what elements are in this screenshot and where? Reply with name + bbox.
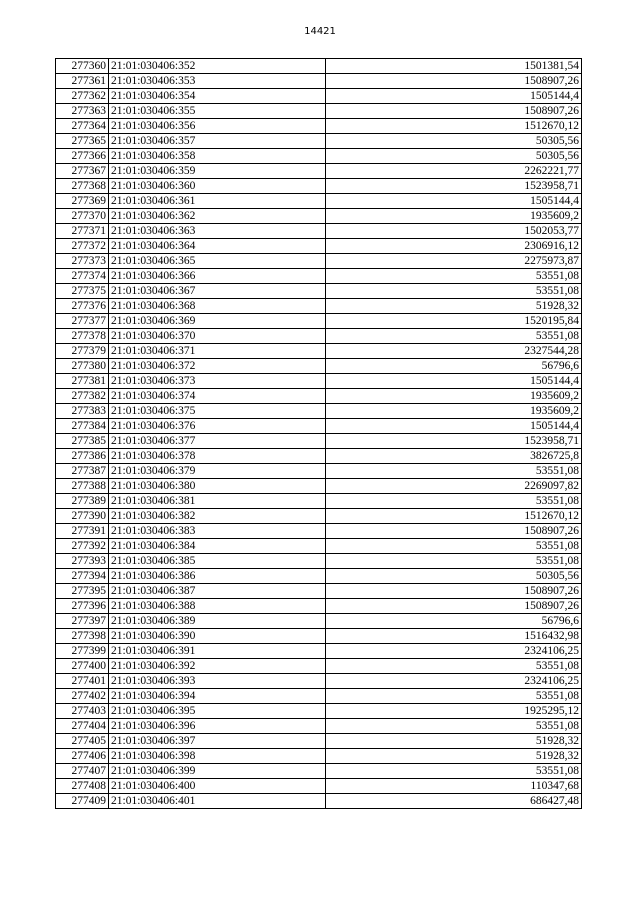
cadastral-number-cell: 21:01:030406:388 — [109, 599, 326, 614]
cadastral-number-cell: 21:01:030406:385 — [109, 554, 326, 569]
row-number-cell: 277372 — [56, 239, 109, 254]
cadastral-number-cell: 21:01:030406:381 — [109, 494, 326, 509]
cadastral-value-cell: 1508907,26 — [326, 584, 582, 599]
row-number-cell: 277382 — [56, 389, 109, 404]
row-number-cell: 277369 — [56, 194, 109, 209]
cadastral-value-cell: 1502053,77 — [326, 224, 582, 239]
table-row — [56, 764, 582, 779]
cadastral-value-cell: 53551,08 — [326, 329, 582, 344]
table-row — [56, 704, 582, 719]
cadastral-number-cell: 21:01:030406:382 — [109, 509, 326, 524]
cadastral-value-cell: 51928,32 — [326, 299, 582, 314]
cadastral-value-cell: 56796,6 — [326, 614, 582, 629]
cadastral-number-cell: 21:01:030406:376 — [109, 419, 326, 434]
cadastral-number-cell: 21:01:030406:394 — [109, 689, 326, 704]
cadastral-number-cell: 21:01:030406:359 — [109, 164, 326, 179]
table-row — [56, 269, 582, 284]
row-number-cell: 277393 — [56, 554, 109, 569]
cadastral-value-cell: 53551,08 — [326, 659, 582, 674]
cadastral-value-cell: 2262221,77 — [326, 164, 582, 179]
cadastral-value-cell: 1508907,26 — [326, 74, 582, 89]
row-number-cell: 277381 — [56, 374, 109, 389]
table-row — [56, 164, 582, 179]
cadastral-value-cell: 53551,08 — [326, 269, 582, 284]
table-row — [56, 464, 582, 479]
cadastral-value-cell: 53551,08 — [326, 464, 582, 479]
cadastral-value-cell: 1512670,12 — [326, 509, 582, 524]
table-row — [56, 554, 582, 569]
row-number-cell: 277377 — [56, 314, 109, 329]
table-row — [56, 284, 582, 299]
cadastral-number-cell: 21:01:030406:361 — [109, 194, 326, 209]
cadastral-number-cell: 21:01:030406:366 — [109, 269, 326, 284]
cadastral-value-cell: 53551,08 — [326, 689, 582, 704]
cadastral-value-cell: 2275973,87 — [326, 254, 582, 269]
cadastral-number-cell: 21:01:030406:387 — [109, 584, 326, 599]
cadastral-number-cell: 21:01:030406:380 — [109, 479, 326, 494]
row-number-cell: 277399 — [56, 644, 109, 659]
table-row — [56, 494, 582, 509]
cadastral-value-cell: 53551,08 — [326, 539, 582, 554]
table-row — [56, 119, 582, 134]
row-number-cell: 277392 — [56, 539, 109, 554]
row-number-cell: 277380 — [56, 359, 109, 374]
row-number-cell: 277384 — [56, 419, 109, 434]
table-row — [56, 794, 582, 809]
row-number-cell: 277376 — [56, 299, 109, 314]
row-number-cell: 277394 — [56, 569, 109, 584]
row-number-cell: 277405 — [56, 734, 109, 749]
table-row — [56, 569, 582, 584]
cadastral-number-cell: 21:01:030406:354 — [109, 89, 326, 104]
cadastral-value-cell: 50305,56 — [326, 149, 582, 164]
row-number-cell: 277363 — [56, 104, 109, 119]
table-row — [56, 524, 582, 539]
table-row — [56, 89, 582, 104]
cadastral-value-cell: 1508907,26 — [326, 524, 582, 539]
row-number-cell: 277409 — [56, 794, 109, 809]
table-row — [56, 449, 582, 464]
cadastral-value-cell: 53551,08 — [326, 554, 582, 569]
table-row — [56, 74, 582, 89]
cadastral-number-cell: 21:01:030406:399 — [109, 764, 326, 779]
cadastral-value-cell: 1501381,54 — [326, 59, 582, 74]
table-row — [56, 614, 582, 629]
table-row — [56, 149, 582, 164]
table-row — [56, 224, 582, 239]
row-number-cell: 277379 — [56, 344, 109, 359]
row-number-cell: 277366 — [56, 149, 109, 164]
cadastral-value-cell: 1505144,4 — [326, 374, 582, 389]
row-number-cell: 277375 — [56, 284, 109, 299]
row-number-cell: 277408 — [56, 779, 109, 794]
cadastral-value-cell: 1505144,4 — [326, 89, 582, 104]
cadastral-value-cell: 1508907,26 — [326, 599, 582, 614]
row-number-cell: 277401 — [56, 674, 109, 689]
row-number-cell: 277360 — [56, 59, 109, 74]
table-row — [56, 719, 582, 734]
cadastral-number-cell: 21:01:030406:356 — [109, 119, 326, 134]
cadastral-value-table — [55, 58, 582, 809]
cadastral-value-cell: 1516432,98 — [326, 629, 582, 644]
row-number-cell: 277361 — [56, 74, 109, 89]
row-number-cell: 277367 — [56, 164, 109, 179]
table-row — [56, 509, 582, 524]
row-number-cell: 277397 — [56, 614, 109, 629]
cadastral-value-cell: 1512670,12 — [326, 119, 582, 134]
cadastral-value-cell: 53551,08 — [326, 719, 582, 734]
row-number-cell: 277364 — [56, 119, 109, 134]
table-row — [56, 659, 582, 674]
cadastral-number-cell: 21:01:030406:386 — [109, 569, 326, 584]
cadastral-value-cell: 1505144,4 — [326, 419, 582, 434]
cadastral-number-cell: 21:01:030406:369 — [109, 314, 326, 329]
cadastral-number-cell: 21:01:030406:360 — [109, 179, 326, 194]
cadastral-value-cell: 50305,56 — [326, 569, 582, 584]
row-number-cell: 277402 — [56, 689, 109, 704]
table-row — [56, 734, 582, 749]
table-row — [56, 104, 582, 119]
table-row — [56, 689, 582, 704]
table-row — [56, 779, 582, 794]
table-row — [56, 374, 582, 389]
row-number-cell: 277386 — [56, 449, 109, 464]
cadastral-number-cell: 21:01:030406:373 — [109, 374, 326, 389]
cadastral-value-cell: 110347,68 — [326, 779, 582, 794]
page-number: 14421 — [304, 26, 336, 37]
table-row — [56, 479, 582, 494]
table-row — [56, 749, 582, 764]
cadastral-number-cell: 21:01:030406:396 — [109, 719, 326, 734]
table-row — [56, 389, 582, 404]
cadastral-value-cell: 2324106,25 — [326, 644, 582, 659]
cadastral-number-cell: 21:01:030406:400 — [109, 779, 326, 794]
cadastral-number-cell: 21:01:030406:367 — [109, 284, 326, 299]
row-number-cell: 277391 — [56, 524, 109, 539]
table-row — [56, 629, 582, 644]
row-number-cell: 277368 — [56, 179, 109, 194]
table-row — [56, 359, 582, 374]
cadastral-number-cell: 21:01:030406:397 — [109, 734, 326, 749]
row-number-cell: 277390 — [56, 509, 109, 524]
table-row — [56, 539, 582, 554]
row-number-cell: 277385 — [56, 434, 109, 449]
row-number-cell: 277396 — [56, 599, 109, 614]
cadastral-value-cell: 1505144,4 — [326, 194, 582, 209]
cadastral-value-cell: 1508907,26 — [326, 104, 582, 119]
table-row — [56, 59, 582, 74]
cadastral-number-cell: 21:01:030406:372 — [109, 359, 326, 374]
row-number-cell: 277378 — [56, 329, 109, 344]
row-number-cell: 277389 — [56, 494, 109, 509]
cadastral-value-cell: 1523958,71 — [326, 179, 582, 194]
row-number-cell: 277371 — [56, 224, 109, 239]
cadastral-number-cell: 21:01:030406:362 — [109, 209, 326, 224]
cadastral-number-cell: 21:01:030406:390 — [109, 629, 326, 644]
cadastral-number-cell: 21:01:030406:370 — [109, 329, 326, 344]
cadastral-value-cell: 53551,08 — [326, 764, 582, 779]
cadastral-number-cell: 21:01:030406:357 — [109, 134, 326, 149]
cadastral-value-cell: 2306916,12 — [326, 239, 582, 254]
cadastral-value-cell: 1935609,2 — [326, 209, 582, 224]
row-number-cell: 277370 — [56, 209, 109, 224]
cadastral-number-cell: 21:01:030406:363 — [109, 224, 326, 239]
cadastral-number-cell: 21:01:030406:389 — [109, 614, 326, 629]
cadastral-number-cell: 21:01:030406:365 — [109, 254, 326, 269]
cadastral-number-cell: 21:01:030406:358 — [109, 149, 326, 164]
table-row — [56, 584, 582, 599]
cadastral-value-cell: 1935609,2 — [326, 389, 582, 404]
cadastral-number-cell: 21:01:030406:371 — [109, 344, 326, 359]
table-row — [56, 314, 582, 329]
row-number-cell: 277388 — [56, 479, 109, 494]
cadastral-number-cell: 21:01:030406:398 — [109, 749, 326, 764]
row-number-cell: 277407 — [56, 764, 109, 779]
cadastral-number-cell: 21:01:030406:395 — [109, 704, 326, 719]
row-number-cell: 277383 — [56, 404, 109, 419]
cadastral-number-cell: 21:01:030406:383 — [109, 524, 326, 539]
cadastral-number-cell: 21:01:030406:378 — [109, 449, 326, 464]
cadastral-number-cell: 21:01:030406:384 — [109, 539, 326, 554]
row-number-cell: 277395 — [56, 584, 109, 599]
row-number-cell: 277374 — [56, 269, 109, 284]
cadastral-number-cell: 21:01:030406:393 — [109, 674, 326, 689]
table-row — [56, 599, 582, 614]
row-number-cell: 277362 — [56, 89, 109, 104]
table-row — [56, 209, 582, 224]
cadastral-value-cell: 53551,08 — [326, 284, 582, 299]
row-number-cell: 277373 — [56, 254, 109, 269]
cadastral-number-cell: 21:01:030406:352 — [109, 59, 326, 74]
cadastral-value-cell: 686427,48 — [326, 794, 582, 809]
row-number-cell: 277403 — [56, 704, 109, 719]
table-row — [56, 434, 582, 449]
cadastral-number-cell: 21:01:030406:391 — [109, 644, 326, 659]
table-row — [56, 299, 582, 314]
row-number-cell: 277406 — [56, 749, 109, 764]
table-row — [56, 344, 582, 359]
cadastral-value-cell: 51928,32 — [326, 734, 582, 749]
cadastral-value-cell: 2327544,28 — [326, 344, 582, 359]
cadastral-value-cell: 2269097,82 — [326, 479, 582, 494]
table-row — [56, 644, 582, 659]
cadastral-value-cell: 51928,32 — [326, 749, 582, 764]
cadastral-value-cell: 1935609,2 — [326, 404, 582, 419]
cadastral-number-cell: 21:01:030406:364 — [109, 239, 326, 254]
cadastral-number-cell: 21:01:030406:379 — [109, 464, 326, 479]
cadastral-value-cell: 3826725,8 — [326, 449, 582, 464]
cadastral-number-cell: 21:01:030406:355 — [109, 104, 326, 119]
cadastral-number-cell: 21:01:030406:401 — [109, 794, 326, 809]
table-row — [56, 674, 582, 689]
cadastral-value-cell: 2324106,25 — [326, 674, 582, 689]
row-number-cell: 277404 — [56, 719, 109, 734]
cadastral-number-cell: 21:01:030406:377 — [109, 434, 326, 449]
row-number-cell: 277398 — [56, 629, 109, 644]
cadastral-number-cell: 21:01:030406:392 — [109, 659, 326, 674]
table-row — [56, 239, 582, 254]
row-number-cell: 277400 — [56, 659, 109, 674]
table-row — [56, 404, 582, 419]
cadastral-number-cell: 21:01:030406:374 — [109, 389, 326, 404]
table-row — [56, 194, 582, 209]
cadastral-number-cell: 21:01:030406:368 — [109, 299, 326, 314]
cadastral-value-cell: 1925295,12 — [326, 704, 582, 719]
table-row — [56, 134, 582, 149]
table-row — [56, 329, 582, 344]
row-number-cell: 277387 — [56, 464, 109, 479]
table-row — [56, 179, 582, 194]
cadastral-value-cell: 1520195,84 — [326, 314, 582, 329]
cadastral-value-cell: 56796,6 — [326, 359, 582, 374]
table-row — [56, 254, 582, 269]
cadastral-number-cell: 21:01:030406:375 — [109, 404, 326, 419]
cadastral-number-cell: 21:01:030406:353 — [109, 74, 326, 89]
table-row — [56, 419, 582, 434]
row-number-cell: 277365 — [56, 134, 109, 149]
cadastral-value-cell: 1523958,71 — [326, 434, 582, 449]
cadastral-value-cell: 50305,56 — [326, 134, 582, 149]
cadastral-value-cell: 53551,08 — [326, 494, 582, 509]
table-body — [56, 59, 582, 809]
